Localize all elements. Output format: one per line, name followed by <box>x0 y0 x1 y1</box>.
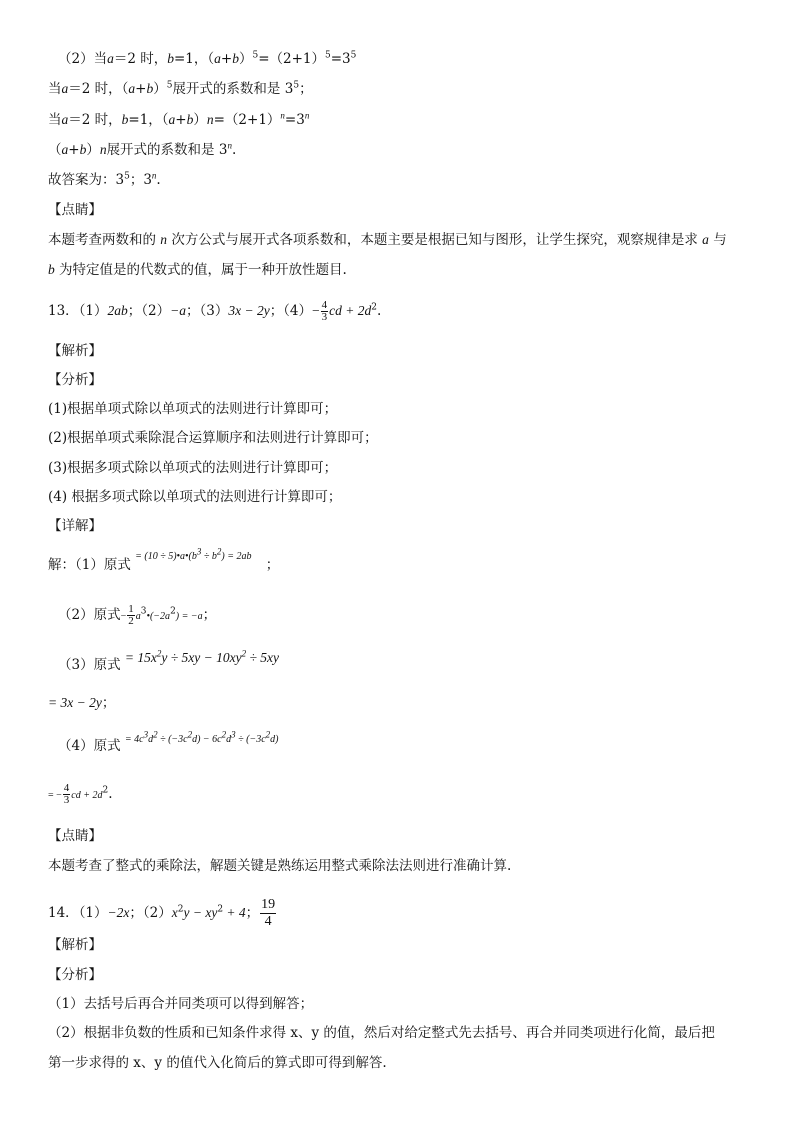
denominator: 3 <box>321 311 328 323</box>
fraction <box>127 604 135 627</box>
math: ) = −a <box>175 611 203 622</box>
solution-line-3-result <box>48 694 115 712</box>
paragraph-dianjing-13: 本题考查了整式的乘除法，解题关键是熟练运用整式乘除法法则进行准确计算. <box>48 858 512 874</box>
math: = 3x − 2y <box>48 695 102 710</box>
math: ) = 2ab <box>221 551 252 562</box>
math: = 4c <box>124 734 144 745</box>
text-line-4: （a+b）n展开式的系数和是 3$^n$. <box>48 140 237 158</box>
text: =1，（ <box>173 51 215 67</box>
math: y − xy <box>183 905 218 920</box>
section-heading-xiangjie: 【详解】 <box>48 518 102 534</box>
math: cd + 2d <box>71 790 103 801</box>
text: ； <box>101 695 116 711</box>
list-item: (2)根据单项式乘除混合运算顺序和法则进行计算即可； <box>48 430 378 446</box>
text: （1） <box>78 303 108 319</box>
text: （ <box>48 142 62 158</box>
text: ；（2） <box>129 905 172 921</box>
text: 当 <box>48 112 62 128</box>
list-item: (3)根据多项式除以单项式的法则进行计算即可； <box>48 460 338 476</box>
text: =（2+1） <box>258 51 325 67</box>
text: 为特定值是的代数式的值，属于一种开放性题目. <box>59 262 347 278</box>
text: 故答案为：3 <box>48 172 125 188</box>
section-heading-dianjing: 【点睛】 <box>48 202 102 218</box>
math: ÷ b <box>201 551 217 562</box>
math: cd + 2d <box>329 303 372 318</box>
math: 3x − 2y <box>228 303 270 318</box>
numerator: 4 <box>321 299 328 311</box>
math: •(−2a <box>146 611 171 622</box>
list-item: (1)根据单项式除以单项式的法则进行计算即可； <box>48 401 338 417</box>
text-line-3: 当a＝2 时，b=1，$(a+b)n=(2+1)^n=3^n$ <box>48 110 310 128</box>
text: （2）当 <box>58 51 108 67</box>
answer-line-13: 13．（1）2ab；（2）−a；（3）3x − 2y；（4）− $\frac{4}{3}$ cd + $2d^2$. <box>48 299 382 323</box>
section-heading-fenxi-14: 【分析】 <box>48 967 102 983</box>
text: 展开式的系数和是 3 <box>106 142 228 158</box>
math: ÷ 5xy <box>246 650 280 665</box>
list-item: （2）根据非负数的性质和已知条件求得 x、y 的值，然后对给定整式先去括号、再合并同类项进行化简，最后把 <box>48 1025 715 1041</box>
text: ；（3） <box>186 303 229 319</box>
denominator: 2 <box>128 615 134 627</box>
math: = − <box>48 790 62 801</box>
text: =3 <box>330 51 351 67</box>
text: ； <box>245 905 260 921</box>
text-line-2: 当a＝2 时，$(a+b)^5$展开式的系数和是 $3^5$； <box>48 80 313 97</box>
text: ； <box>265 557 280 573</box>
fraction <box>321 300 329 323</box>
text: ） <box>153 81 167 97</box>
text: （1） <box>78 905 108 921</box>
text: ；（4） <box>269 303 313 319</box>
solution-line-4-result: = − $\frac{4}{3}$ cd + $2d^2$. <box>48 782 113 806</box>
math: x <box>171 905 178 920</box>
math: − <box>120 611 127 622</box>
text: ； <box>202 607 217 623</box>
text: ＝2 时， <box>113 51 168 67</box>
math: 2ab <box>107 303 128 318</box>
section-heading-dianjing-13: 【点睛】 <box>48 828 102 844</box>
list-item: （1）去括号后再合并同类项可以得到解答； <box>48 996 314 1012</box>
text: ） <box>238 51 253 67</box>
math: d <box>148 734 154 745</box>
math: ÷ (−3c <box>235 734 266 745</box>
text-line-5: 故答案为：$3^5$；3$^n$. <box>48 170 161 188</box>
list-item: (4) 根据多项式除以单项式的法则进行计算即可； <box>48 489 342 505</box>
math: + 4 <box>223 905 246 920</box>
math: −a <box>170 303 186 318</box>
list-item: 第一步求得的 x、y 的值代入化简后的算式即可得到解答. <box>48 1055 387 1071</box>
math: = $15x^2y \div 5xy - 10xy^2 \div 5xy$ <box>124 648 280 665</box>
text: . <box>377 303 382 319</box>
text: . <box>108 786 113 802</box>
text-line-1: （2）当a＝2 时，b=1，$(a+b)^5=(2+1)^5=3^5$ <box>58 50 357 67</box>
section-heading-fenxi: 【分析】 <box>48 372 102 388</box>
text: =1，（ <box>128 112 169 128</box>
denominator: 3 <box>63 794 70 806</box>
math: a <box>135 611 141 622</box>
section-heading-jiexi: 【解析】 <box>48 343 102 359</box>
numerator: 4 <box>63 782 70 794</box>
answer-line-14: 14．（1）−2x；$(2)x^2y - xy^2 + 4$； $\frac{19}{4}$ <box>48 897 276 929</box>
text: （2）原式 <box>58 607 121 623</box>
solution-line-3 <box>58 648 280 674</box>
math: = 4c3d2 ÷ (−3c2d) − 6c2d3 ÷ (−3c2d) <box>124 729 279 745</box>
math: ÷ (−3c <box>157 734 188 745</box>
math: = (10 ÷ 5)•a•(b3 ÷ b2) = 2ab <box>135 546 252 562</box>
text: ） <box>86 142 100 158</box>
text: =（2+1） <box>213 112 281 128</box>
text: =3 <box>284 112 305 128</box>
text: ； <box>299 81 313 97</box>
math: −2x <box>107 905 130 920</box>
math: d) <box>270 734 279 745</box>
solution-line-2: （2）原式− $\frac{1}{2}$ $a^3•(-2a^2) = -a$； <box>58 603 217 627</box>
question-number: 13． <box>48 303 79 319</box>
text: 解：（1）原式 <box>48 557 131 573</box>
math: = (10 ÷ 5)•a•(b <box>135 551 197 562</box>
text: 与 <box>713 232 727 248</box>
math: − <box>312 303 320 318</box>
text: ＝2 时， <box>68 112 122 128</box>
paragraph-dianjing-2: b 为特定值是的代数式的值，属于一种开放性题目. <box>48 262 347 278</box>
text: 本题考查两数和的 <box>48 232 156 248</box>
text: ） <box>193 112 207 128</box>
text: 次方公式与展开式各项系数和，本题主要是根据已知与图形，让学生探究，观察规律是求 <box>171 232 698 248</box>
text: ；（2） <box>127 303 171 319</box>
math: d <box>226 734 232 745</box>
paragraph-dianjing-1: 本题考查两数和的 n 次方公式与展开式各项系数和，本题主要是根据已知与图形，让学生探究，观察规律是求 a 与 <box>48 232 727 248</box>
fraction <box>260 897 276 930</box>
numerator: 19 <box>261 897 276 912</box>
math: d) − 6c <box>192 734 222 745</box>
section-heading-jiexi-14: 【解析】 <box>48 937 102 953</box>
fraction <box>63 783 71 806</box>
numerator: 1 <box>128 603 134 615</box>
text: ；3 <box>129 172 152 188</box>
text: . <box>231 142 237 158</box>
text: 展开式的系数和是 3 <box>172 81 294 97</box>
text: 当 <box>48 81 62 97</box>
question-number: 14． <box>48 905 79 921</box>
denominator: 4 <box>264 914 272 929</box>
text: . <box>156 172 161 188</box>
text: （4）原式 <box>58 738 121 754</box>
math: y ÷ 5xy − 10xy <box>161 650 242 665</box>
text: （3）原式 <box>58 657 121 673</box>
text: ＝2 时，（ <box>68 81 129 97</box>
math: = 15x <box>124 650 157 665</box>
